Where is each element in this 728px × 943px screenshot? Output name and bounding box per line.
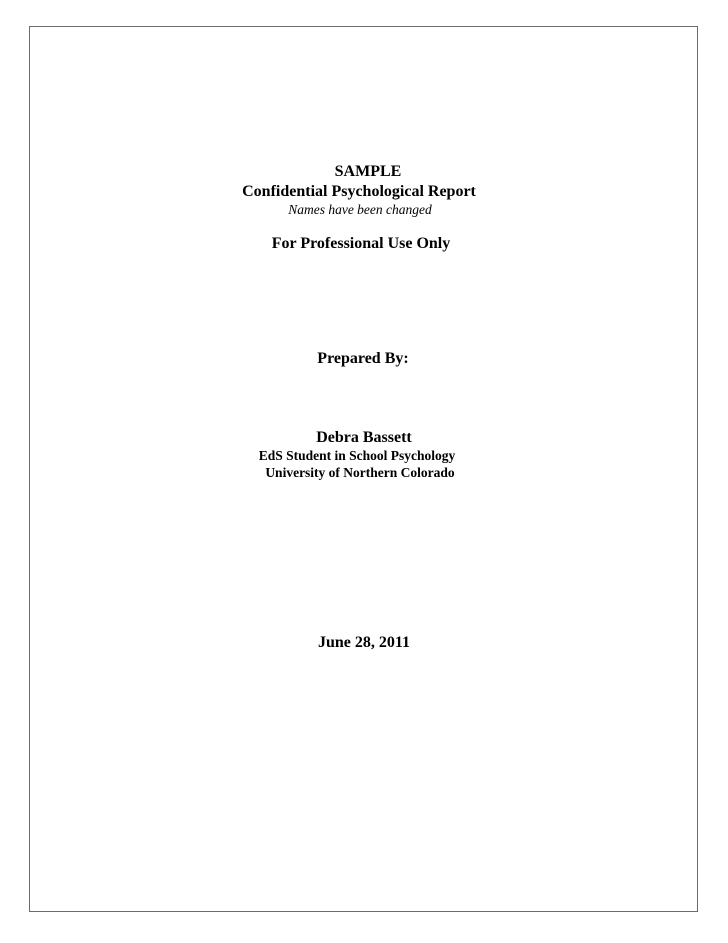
- author-name: Debra Bassett: [316, 429, 412, 446]
- names-changed-note: Names have been changed: [288, 202, 432, 217]
- usage-notice: For Professional Use Only: [271, 235, 451, 252]
- author-title: EdS Student in School Psychology: [258, 448, 456, 463]
- document-title: SAMPLE: [334, 163, 402, 180]
- document-subtitle: Confidential Psychological Report: [242, 183, 476, 200]
- author-organization: University of Northern Colorado: [265, 465, 455, 480]
- prepared-by-label: Prepared By:: [317, 350, 409, 367]
- report-date: June 28, 2011: [317, 634, 410, 651]
